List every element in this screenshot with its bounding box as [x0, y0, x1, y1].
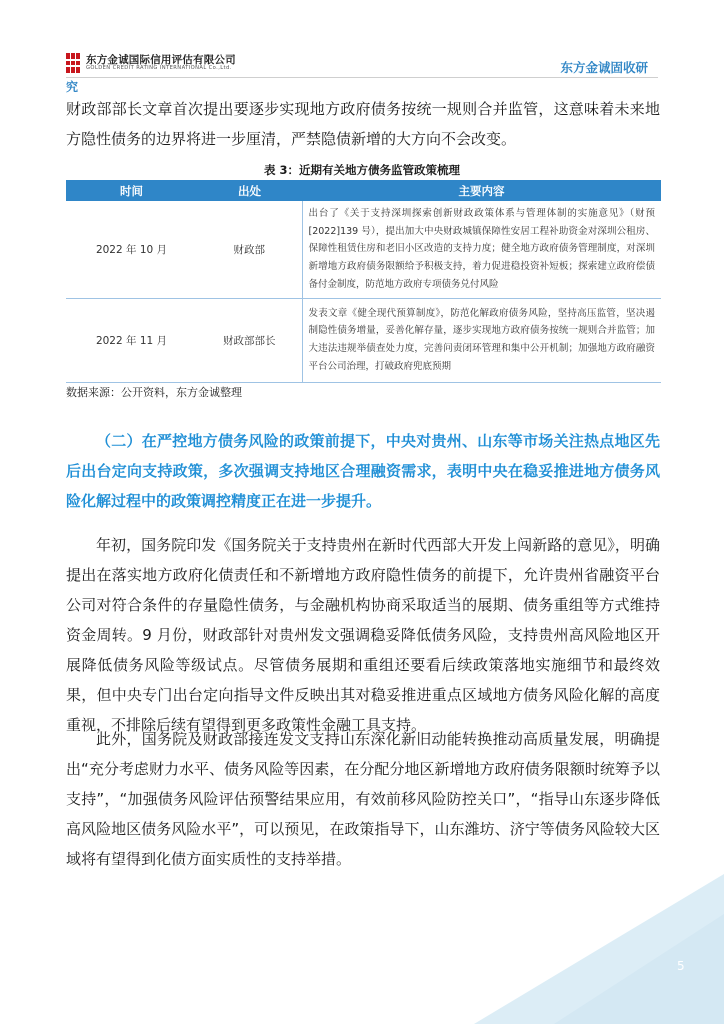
row-source: 财政部部长 [197, 298, 302, 382]
row-time: 2022 年 10 月 [66, 201, 197, 298]
table-title: 表 3：近期有关地方债务监管政策梳理 [263, 163, 460, 177]
table-row [66, 298, 661, 382]
header-divider [66, 77, 658, 78]
body-paragraph: 此外，国务院及财政部接连发文支持山东深化新旧动能转换推动高质量发展，明确提出“充分考虑财力水平、债务风险等因素，在分配分地区新增地方政府债务限额时统筹予以支持”，“加强债务风险评估预警结果应用，有效前移风险防控关口”，“指导山东逐步降低高风险地区债务风险水平”，可以预见，在政策指导下，山东潍坊、济宁等债务风险较大区域将有望得到化债方面实质性的支持举措。 [66, 730, 660, 868]
logo-chinese-name: 东方金诚国际信用评估有限公司 [86, 54, 236, 66]
header-source: 出处 [197, 180, 302, 201]
row-content: 发表文章《健全现代预算制度》，防范化解政府债务风险，坚持高压监管，坚决遏制隐性债务增量，妥善化解存量，逐步实现地方政府债务按统一规则合并监管；加大违法违规举债查处力度，完善问责闭环管理和集中公开机制；加强地方政府融资平台公司治理，打破政府兜底预期 [302, 298, 661, 382]
policy-table [66, 180, 661, 383]
brand-title-tail: 究 [66, 80, 79, 94]
header-time: 时间 [66, 180, 197, 201]
brand-title: 东方金诚固收研 [560, 60, 648, 75]
row-content: 出台了《关于支持深圳探索创新财政政策体系与管理体制的实施意见》（财预[2022]139 号），提出加大中央财政城镇保障性安居工程补助资金对深圳公租房、保障性租赁住房和老旧小区改造的支持力度；健全地方政府债务管理制度，对深圳新增地方政府债务限额给予积极支持，着力促进稳投资补短板；探索建立政府偿债备付金制度，防范地方政府专项债务兑付风险 [302, 201, 661, 298]
body-paragraph: 年初，国务院印发《国务院关于支持贵州在新时代西部大开发上闯新路的意见》，明确提出在落实地方政府化债责任和不新增地方政府隐性债务的前提下，允许贵州省融资平台公司对符合条件的存量隐性债务，与金融机构协商采取适当的展期、债务重组等方式维持资金周转。9 月份，财政部针对贵州发文强调稳妥降低债务风险，支持贵州高风险地区开展降低债务风险等级试点。尽管债务展期和重组还要看后续政策落地实施细节和最终效果，但中央专门出台定向指导文件反映出其对稳妥推进重点区域地方债务风险化解的高度重视，不排除后续有望得到更多政策性金融工具支持。 [66, 536, 660, 734]
corner-decoration [444, 874, 724, 1024]
intro-paragraph: 财政部部长文章首次提出要逐步实现地方政府债务按统一规则合并监管，这意味着未来地方隐性债务的边界将进一步厘清，严禁隐债新增的大方向不会改变。 [66, 100, 660, 148]
logo-english-name: GOLDEN CREDIT RATING INTERNATIONAL Co.,Ltd. [86, 65, 232, 71]
table-header-row [66, 180, 661, 201]
table-source-note: 数据来源：公开资料，东方金诚整理 [66, 386, 242, 399]
header-content: 主要内容 [302, 180, 661, 201]
row-source: 财政部 [197, 201, 302, 298]
company-logo [66, 52, 266, 76]
row-time: 2022 年 11 月 [66, 298, 197, 382]
company-logo-icon [66, 53, 82, 73]
section-lead-heading: （二）在严控地方债务风险的政策前提下，中央对贵州、山东等市场关注热点地区先后出台定向支持政策，多次强调支持地区合理融资需求，表明中央在稳妥推进地方债务风险化解过程中的政策调控精度正在进一步提升。 [66, 432, 660, 510]
page-number: 5 [677, 959, 685, 973]
table-row [66, 201, 661, 298]
